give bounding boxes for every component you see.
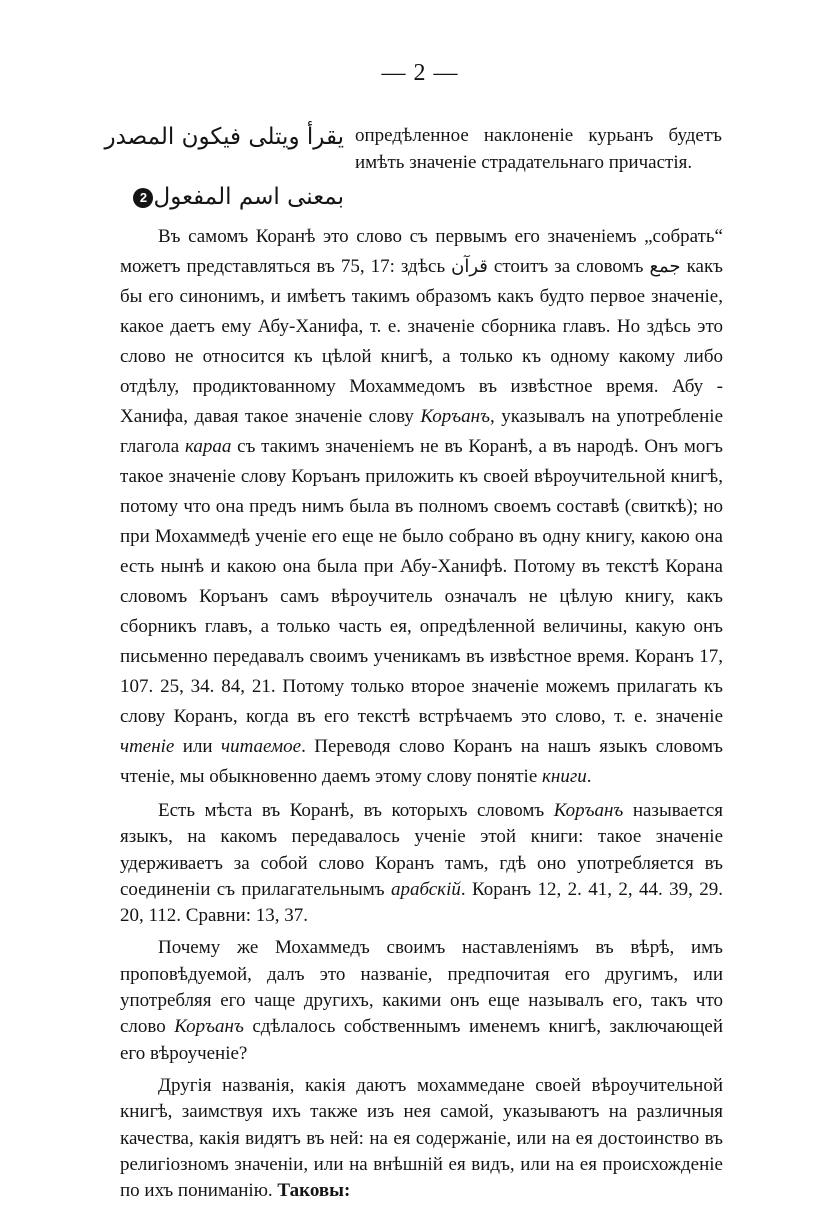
italic-term: Коръанъ	[174, 1016, 244, 1038]
paragraph	[120, 222, 723, 792]
quote-translation: опредѣленное наклоненіе курьанъ будетъ имѣть значеніе страдательнаго причастія.	[355, 125, 722, 173]
page-number: — 2 —	[381, 60, 459, 86]
text-run: или	[174, 736, 222, 757]
arabic-line-text: بمعنى اسم المفعول	[153, 184, 344, 210]
italic-term: читаемое	[221, 736, 302, 757]
italic-term: книги	[542, 766, 587, 787]
text-run: . Коранъ 12, 2. 41, 2, 44. 39, 29. 20, 112. Сравни: 13, 37.	[120, 878, 723, 927]
text-run: Почему же Мохаммедъ своимъ наставленіямъ въ вѣрѣ, имъ проповѣдуемой, далъ это названіе, предпочитая его другимъ, или употребляя его чаще другихъ, какими онъ еще называлъ его, такъ что слово	[120, 937, 723, 1038]
text-run: сдѣлалось собственнымъ именемъ книгѣ, заключающей его вѣроученіе?	[120, 1016, 723, 1064]
arabic-line-with-footnote	[118, 170, 344, 230]
arabic-quote	[104, 110, 344, 230]
body-text	[120, 222, 723, 1210]
text-run: Въ самомъ Коранѣ это слово съ первымъ его значеніемъ „собрать“ можетъ представляться въ 75, 17: здѣсь	[120, 226, 723, 277]
paragraph	[120, 1073, 723, 1204]
text-run: , указывалъ на употребленіе глагола	[120, 406, 723, 457]
italic-term: Коръанъ	[420, 406, 490, 427]
text-run: называется языкъ, на какомъ передавалось ученіе этой книги: такое значеніе удерживаетъ за собой слово Коранъ тамъ, гдѣ оно употребляется въ соединеніи съ прилагательнымъ	[120, 800, 724, 900]
bold-term: Таковы:	[277, 1180, 351, 1202]
text-run: стоитъ за словомъ	[487, 256, 650, 277]
text-run: . Переводя слово Коранъ на нашъ языкъ словомъ чтеніе, мы обыкновенно даемъ этому слову понятіе	[120, 736, 723, 787]
text-run: .	[586, 766, 592, 787]
italic-term: караа	[184, 436, 232, 457]
text-run: какъ бы его синонимъ, и имѣетъ такимъ образомъ какъ будто первое значеніе, какое даетъ ему Абу-Ханифа, т. е. значеніе сборника главъ. Но здѣсь это слово не относится къ цѣлой книгѣ, а только къ одному какому либо отдѣлу, продиктованному Мохаммедомъ въ извѣстное время. Абу - Ханифа, давая такое значеніе слову	[120, 256, 724, 427]
arabic-word: جمع	[649, 256, 681, 277]
paragraph	[120, 935, 723, 1066]
italic-term: чтеніе	[120, 736, 175, 757]
paragraph	[120, 798, 723, 929]
text-run: съ такимъ значеніемъ не въ Коранѣ, а въ народѣ. Онъ могъ такое значеніе слову Коръанъ приложить къ своей вѣроучительной книгѣ, потому что она предъ нимъ была въ полномъ своемъ составѣ (свиткѣ); но при Мохаммедѣ ученіе его еще не было собрано въ одну книгу, какою она есть нынѣ и какою она была при Абу-Ханифѣ. Потому въ текстѣ Корана словомъ Коръанъ самъ вѣроучитель означалъ не цѣлую книгу, какъ сборникъ главъ, а только часть ея, опредѣленной величины, какую онъ письменно передавалъ своимъ ученикамъ въ извѣстное время. Коранъ 17, 107. 25, 34. 84, 21. Потому только второе значеніе можемъ прилагать къ слову Коранъ, когда въ его текстѣ встрѣчаемъ это слово, т. е. значеніе	[120, 436, 723, 727]
arabic-line: يقرأ ويتلى فيكون المصدر	[104, 124, 344, 150]
text-run: Есть мѣста въ Коранѣ, въ которыхъ словомъ	[158, 800, 554, 821]
arabic-word: قرآن	[451, 256, 488, 277]
footnote-marker: 2	[133, 188, 153, 208]
italic-term: Коръанъ	[553, 800, 624, 821]
text-run: Другія названія, какія даютъ мохаммедане своей вѣроучительной книгѣ, заимствуя ихъ также изъ нея самой, указываютъ на различныя качества, какія видятъ въ ней: на ея содержаніе, или на ея достоинство въ религіозномъ значеніи, или на внѣшній ея видъ, или на ея происхожденіе по ихъ пониманію.	[120, 1074, 723, 1202]
italic-term: арабскій	[390, 878, 461, 900]
